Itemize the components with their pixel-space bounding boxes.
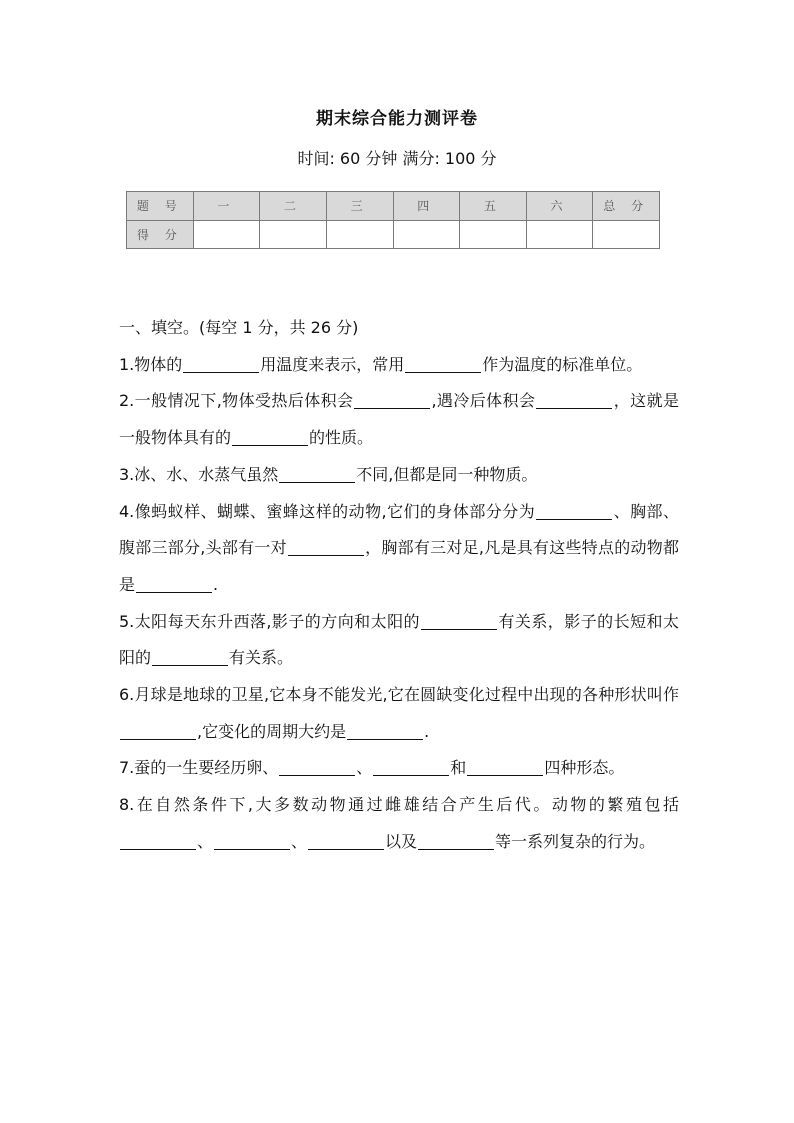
question-1 (119, 347, 679, 384)
answer-blank[interactable] (467, 759, 543, 776)
answer-blank[interactable] (405, 356, 481, 373)
answer-blank[interactable] (120, 723, 196, 740)
score-cell-1[interactable] (193, 220, 260, 249)
q7-text-a: 7.蚕的一生要经历卵、 (119, 758, 279, 778)
header-col-4: 四 (393, 192, 460, 221)
score-cell-3[interactable] (326, 220, 393, 249)
score-cell-total[interactable] (593, 220, 660, 249)
answer-blank[interactable] (136, 576, 212, 593)
header-col-5: 五 (460, 192, 527, 221)
q8-text-b: 、 (197, 831, 214, 851)
answer-blank[interactable] (347, 723, 423, 740)
q6-text-b: ,它变化的周期大约是 (197, 721, 347, 741)
answer-blank[interactable] (536, 392, 612, 409)
header-col-6: 六 (526, 192, 593, 221)
q1-text-a: 1.物体的 (119, 354, 183, 374)
q2-text-d: 的性质。 (309, 428, 374, 448)
score-cell-6[interactable] (526, 220, 593, 249)
answer-blank[interactable] (373, 759, 449, 776)
answer-blank[interactable] (232, 429, 308, 446)
q2-text-b: ,遇冷后体积会 (431, 391, 536, 411)
question-8 (119, 787, 679, 860)
q4-text-d: . (213, 574, 219, 594)
q3-text-a: 3.冰、水、水蒸气虽然 (119, 464, 279, 484)
question-2 (119, 383, 679, 456)
q4-text-a: 4.像蚂蚁样、蝴蝶、蜜蜂这样的动物,它们的身体部分分为 (119, 501, 536, 521)
answer-blank[interactable] (279, 759, 355, 776)
q8-text-a: 8.在自然条件下,大多数动物通过雌雄结合产生后代。动物的繁殖包括 (119, 795, 679, 815)
answer-blank[interactable] (152, 649, 228, 666)
answer-blank[interactable] (354, 392, 430, 409)
q3-text-b: 不同,但都是同一种物质。 (356, 464, 538, 484)
question-4 (119, 494, 679, 604)
score-table-header-row (127, 192, 660, 221)
exam-title: 期末综合能力测评卷 (316, 109, 478, 129)
answer-blank[interactable] (214, 833, 290, 850)
answer-blank[interactable] (308, 833, 384, 850)
q7-text-d: 四种形态。 (544, 758, 625, 778)
q1-text-b: 用温度来表示，常用 (260, 354, 405, 374)
answer-blank[interactable] (288, 539, 364, 556)
header-col-2: 二 (260, 192, 327, 221)
answer-blank[interactable] (418, 833, 494, 850)
question-5 (119, 604, 679, 677)
q4-text-c: ，胸部有三对足,凡是具有这些特点的动物都是 (119, 538, 679, 594)
q4-text-b: 、胸部、腹部三部分,头部有一对 (119, 501, 679, 558)
score-cell-2[interactable] (260, 220, 327, 249)
score-cell-4[interactable] (393, 220, 460, 249)
score-cell-5[interactable] (460, 220, 527, 249)
q2-text-c: ，这就是一般物体具有的 (119, 391, 679, 448)
q2-text-a: 2.一般情况下,物体受热后体积会 (119, 391, 354, 411)
answer-blank[interactable] (421, 613, 497, 630)
q1-text-c: 作为温度的标准单位。 (482, 354, 643, 374)
header-label-cell: 题 号 (127, 192, 194, 221)
score-table-score-row (127, 220, 660, 249)
q6-text-c: . (424, 721, 430, 741)
header-col-3: 三 (326, 192, 393, 221)
answer-blank[interactable] (120, 833, 196, 850)
question-7 (119, 750, 679, 787)
exam-time-and-score: 时间: 60 分钟 满分: 100 分 (297, 149, 497, 168)
answer-blank[interactable] (536, 503, 612, 520)
q6-text-a: 6.月球是地球的卫星,它本身不能发光,它在圆缺变化过程中出现的各种形状叫作 (119, 685, 679, 705)
q8-text-c: 、 (291, 831, 308, 851)
header-col-total: 总 分 (593, 192, 660, 221)
question-content (119, 310, 679, 861)
q8-text-d: 以及 (385, 831, 418, 851)
answer-blank[interactable] (279, 466, 355, 483)
q8-text-e: 等一系列复杂的行为。 (495, 831, 656, 851)
answer-blank[interactable] (183, 356, 259, 373)
header-col-1: 一 (193, 192, 260, 221)
question-3 (119, 457, 679, 494)
q7-text-b: 、 (356, 758, 373, 778)
section-heading: 一、填空。(每空 1 分，共 26 分) (119, 318, 359, 337)
score-table (126, 191, 660, 249)
q5-text-a: 5.太阳每天东升西落,影子的方向和太阳的 (119, 611, 420, 631)
score-label-cell: 得 分 (127, 220, 194, 249)
q5-text-b: 有关系，影子的长短和太阳的 (119, 611, 679, 668)
q7-text-c: 和 (450, 758, 467, 778)
question-6 (119, 677, 679, 750)
q5-text-c: 有关系。 (229, 648, 294, 668)
